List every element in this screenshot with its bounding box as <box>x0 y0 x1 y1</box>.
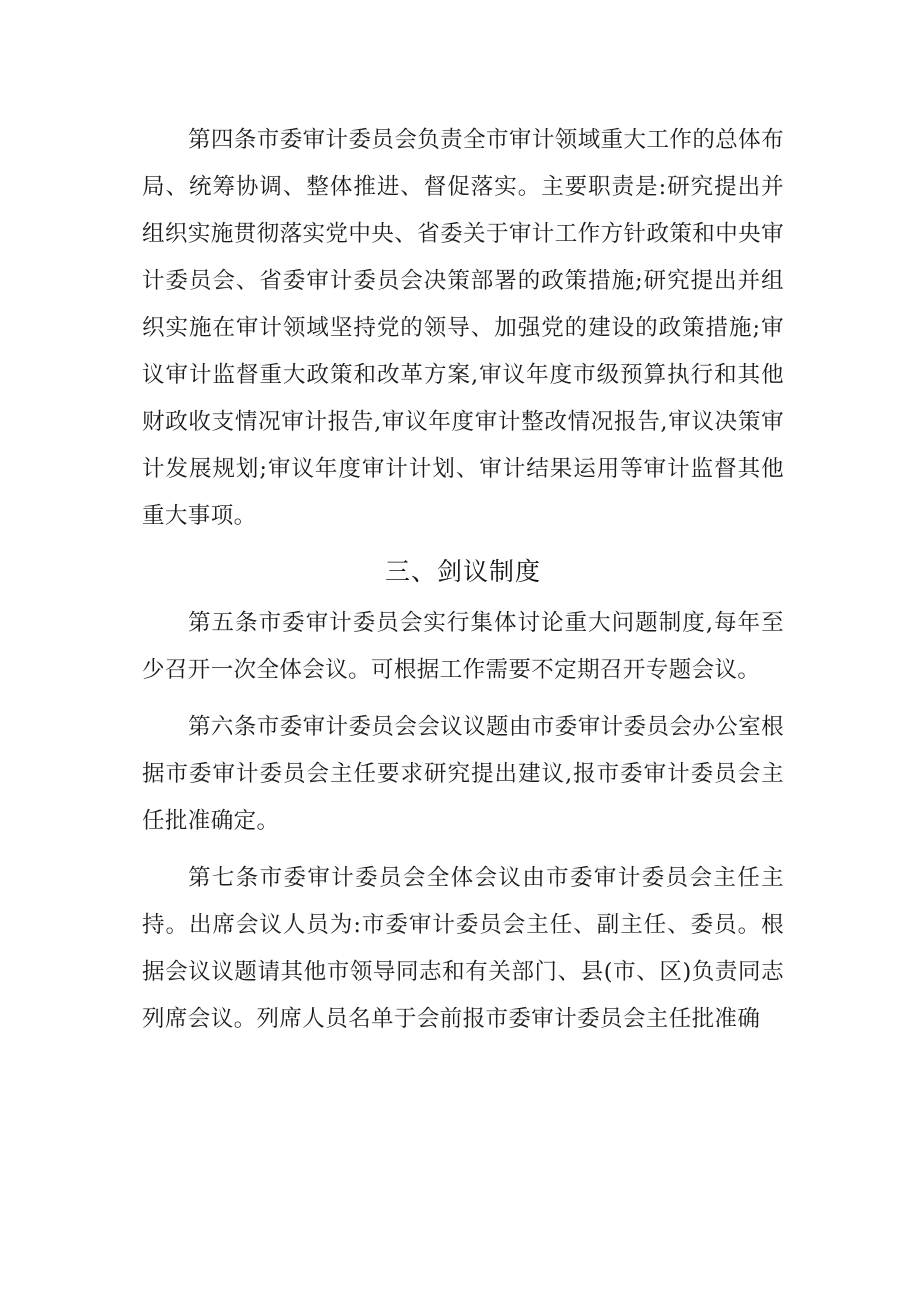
article-4-paragraph: 第四条市委审计委员会负责全市审计领域重大工作的总体布局、统筹协调、整体推进、督促落实。主要职责是:研究提出并组织实施贯彻落实党中央、省委关于审计工作方针政策和中央审计委员会、省委审计委员会决策部署的政策措施;研究提出并组织实施在审计领域坚持党的领导、加强党的建设的政策措施;审议审计监督重大政策和改革方案,审议年度市级预算执行和其他财政收支情况审计报告,审议年度审计整改情况报告,审议决策审计发展规划;审议年度审计计划、审计结果运用等审计监督其他重大事项。 <box>142 127 784 529</box>
article-5-paragraph: 第五条市委审计委员会实行集体讨论重大问题制度,每年至少召开一次全体会议。可根据工作需要不定期召开专题会议。 <box>142 610 784 683</box>
article-7-paragraph: 第七条市委审计委员会全体会议由市委审计委员会主任主持。出席会议人员为:市委审计委员会主任、副主任、委员。根据会议议题请其他市领导同志和有关部门、县(市、区)负责同志列席会议。列席人员名单于会前报市委审计委员会主任批准确 <box>142 865 784 1032</box>
document-page <box>142 117 784 1043</box>
article-6-paragraph: 第六条市委审计委员会会议议题由市委审计委员会办公室根据市委审计委员会主任要求研究提出建议,报市委审计委员会主任批准确定。 <box>142 714 784 834</box>
section-heading: 三、剑议制度 <box>384 557 541 586</box>
